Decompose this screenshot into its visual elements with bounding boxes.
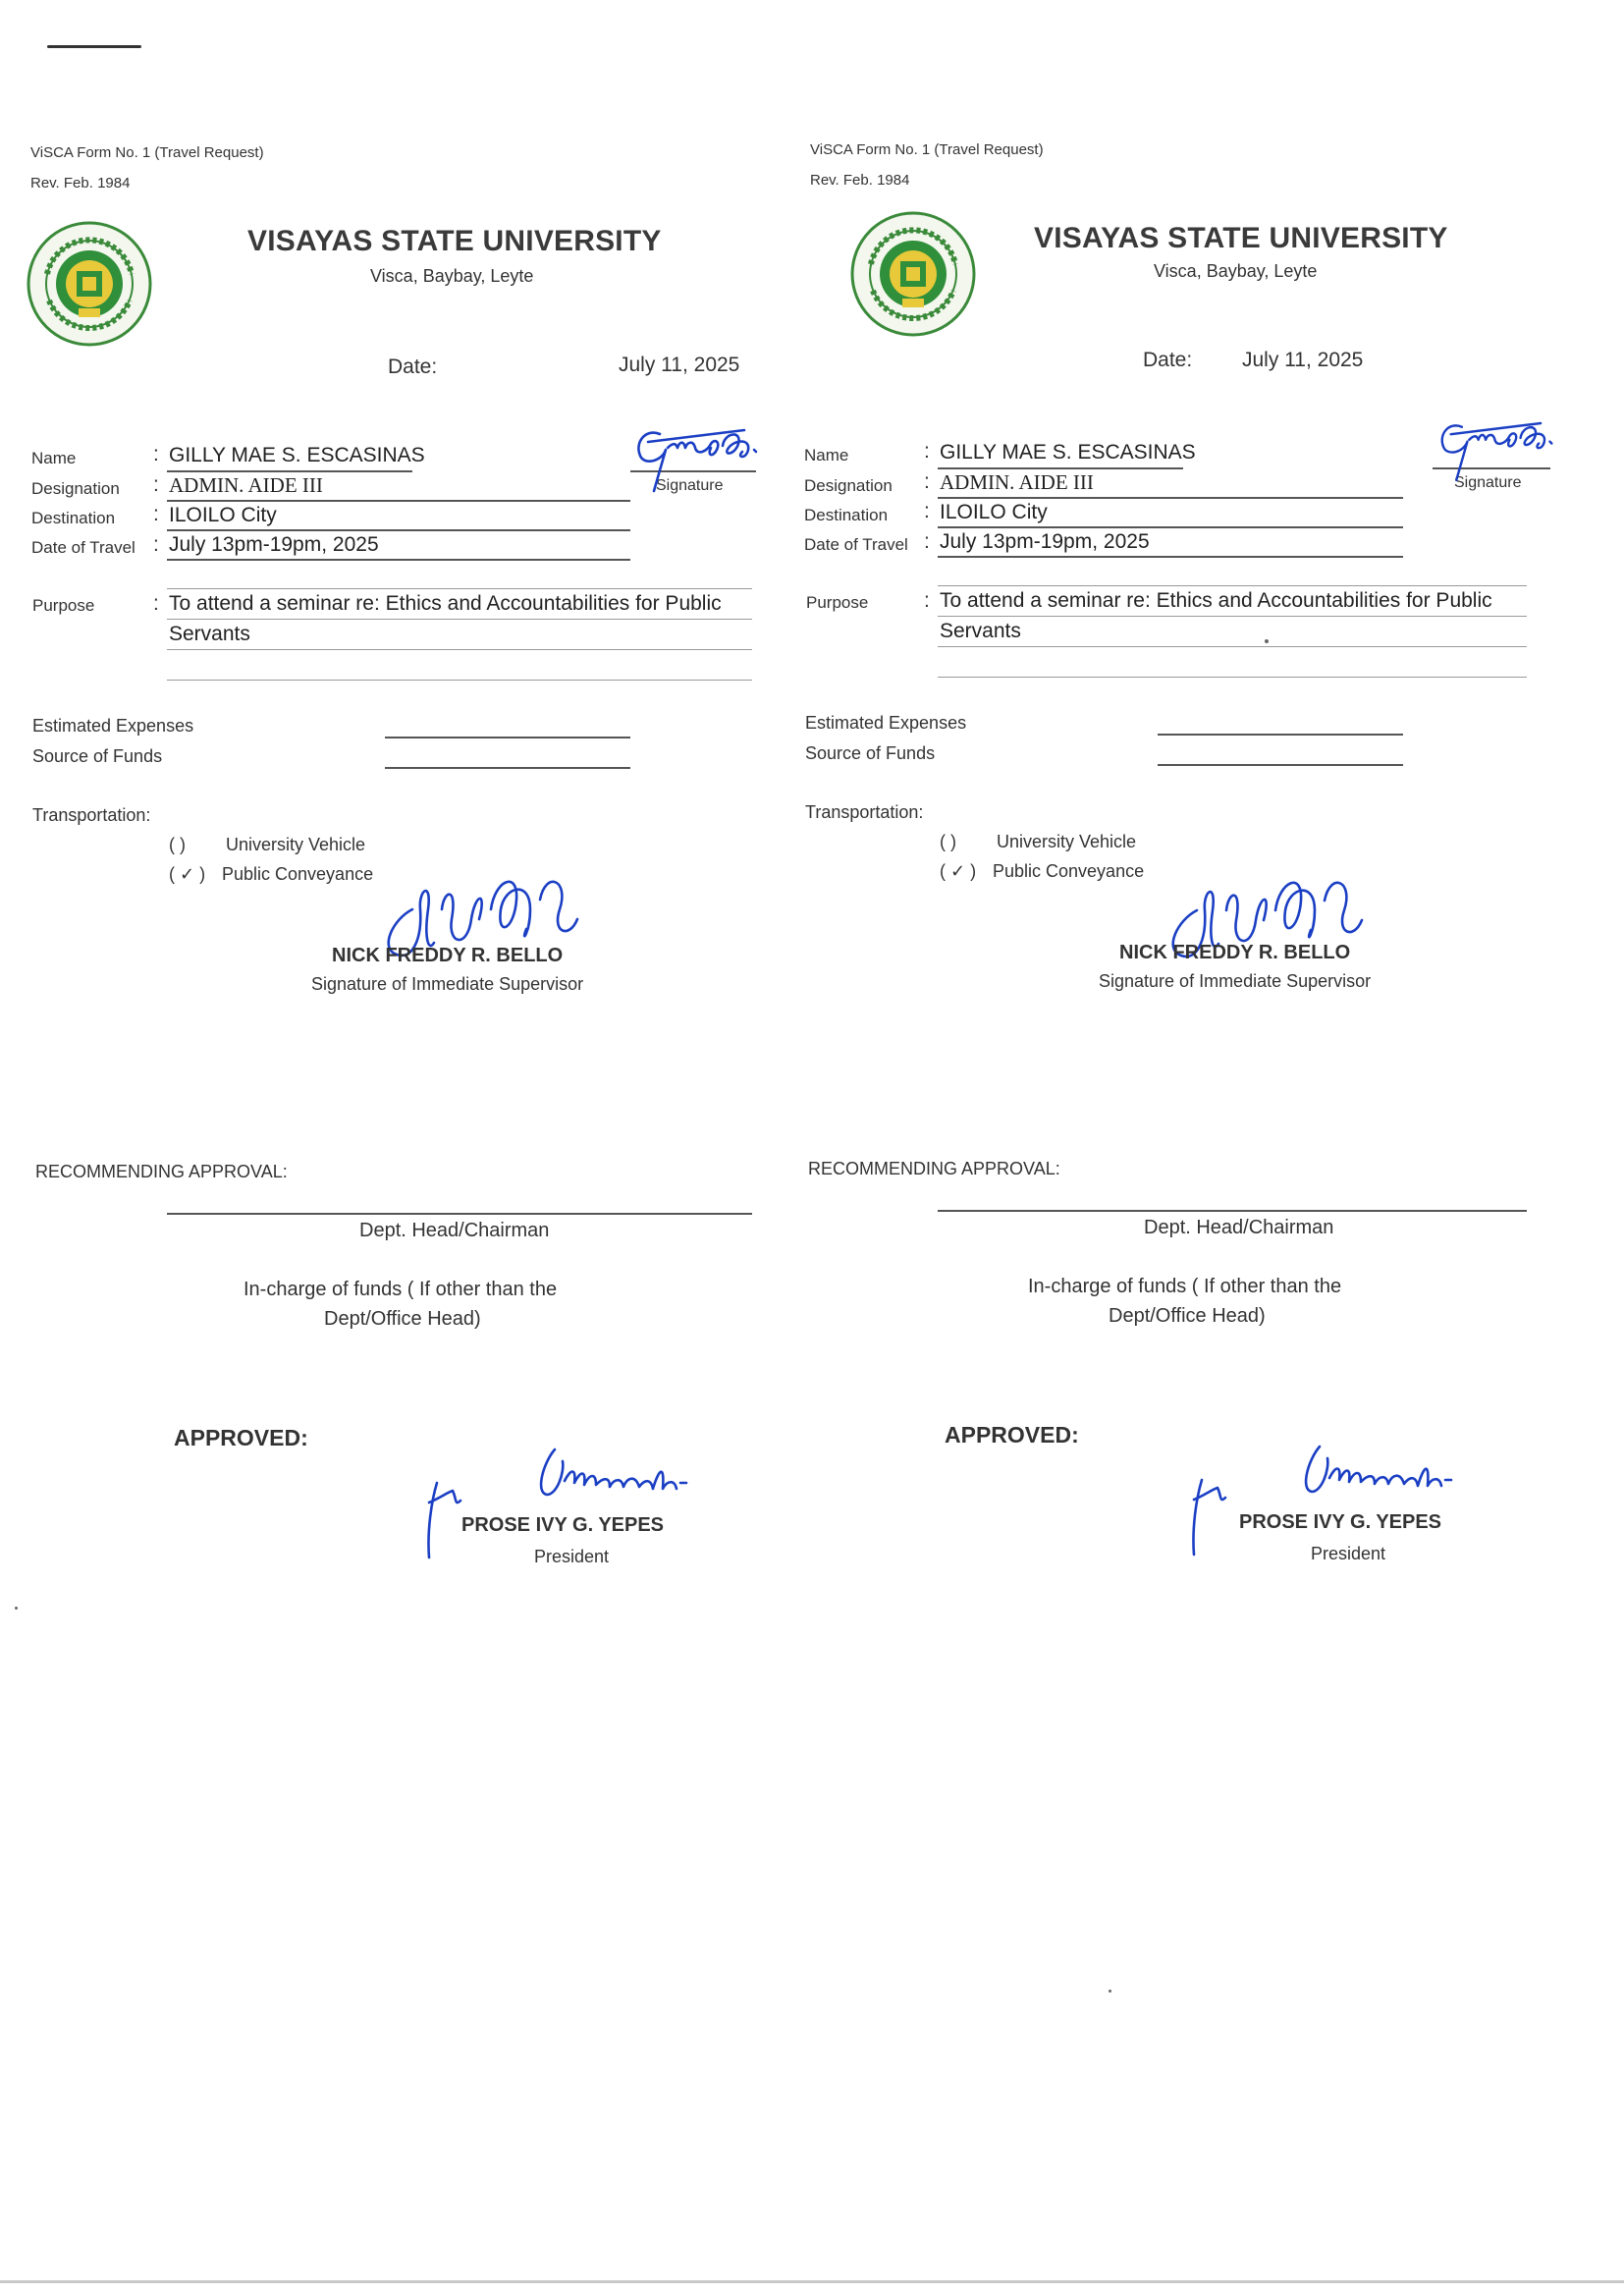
destination-underline [167,529,630,531]
university-name: VISAYAS STATE UNIVERSITY [247,225,662,257]
president-name: PROSE IVY G. YEPES [1239,1511,1442,1533]
page-bottom-edge [0,2280,1624,2283]
source-of-funds-underline [1158,764,1403,766]
purpose-line-1: To attend a seminar re: Ethics and Accountabilities for Public [940,589,1492,612]
transport-label-university: University Vehicle [997,832,1137,851]
transportation-label: Transportation: [32,805,151,825]
transport-label-public: Public Conveyance [222,864,374,884]
purpose-line-1-underline [938,616,1527,617]
in-charge-line-1: In-charge of funds ( If other than the [1028,1276,1342,1297]
university-name: VISAYAS STATE UNIVERSITY [1034,222,1448,254]
travel-date-label: Date of Travel [31,538,135,557]
travel-date-label: Date of Travel [804,535,908,554]
estimated-expenses-label: Estimated Expenses [805,713,967,733]
university-seal-icon [26,220,153,348]
designation-colon: : [924,470,930,493]
president-name: PROSE IVY G. YEPES [461,1514,665,1536]
destination-value: ILOILO City [940,501,1048,523]
estimated-expenses-underline [385,737,630,738]
president-signature-icon [1182,1431,1487,1558]
transport-mark-public: ( ✓ ) [940,861,977,881]
purpose-top-rule [167,588,752,589]
designation-colon: : [153,473,159,496]
estimated-expenses-label: Estimated Expenses [32,716,194,736]
destination-underline [938,526,1403,528]
dept-head-signature-line [938,1210,1527,1212]
applicant-signature-icon [628,420,776,499]
travel-date-value: July 13pm-19pm, 2025 [169,533,379,556]
name-underline [938,467,1183,469]
transport-label-university: University Vehicle [226,835,366,854]
supervisor-caption: Signature of Immediate Supervisor [1099,971,1372,991]
university-address: Visca, Baybay, Leyte [1154,261,1318,281]
travel-date-colon: : [924,530,930,553]
applicant-signature-icon [1433,411,1570,490]
scan-speck [1265,639,1269,643]
university-address: Visca, Baybay, Leyte [370,266,534,286]
travel-date-underline [167,559,630,561]
destination-value: ILOILO City [169,504,277,526]
supervisor-name: NICK FREDDY R. BELLO [332,945,564,966]
name-value: GILLY MAE S. ESCASINAS [940,441,1196,464]
recommending-approval-label: RECOMMENDING APPROVAL: [808,1159,1060,1178]
supervisor-name: NICK FREDDY R. BELLO [1119,942,1351,963]
purpose-line-2-underline [167,649,752,650]
dept-head-signature-line [167,1213,752,1215]
form-revision: Rev. Feb. 1984 [810,172,910,189]
president-signature-icon [417,1434,722,1561]
dept-head-caption: Dept. Head/Chairman [1144,1217,1334,1238]
purpose-label: Purpose [32,596,95,615]
purpose-line-3-underline [167,680,752,681]
travel-request-form-left [0,0,785,1669]
name-colon: : [153,443,159,465]
supervisor-caption: Signature of Immediate Supervisor [311,974,584,994]
name-colon: : [924,440,930,463]
form-number: ViSCA Form No. 1 (Travel Request) [810,141,1044,158]
transport-mark-public: ( ✓ ) [169,864,206,884]
transportation-label: Transportation: [805,802,924,822]
travel-date-value: July 13pm-19pm, 2025 [940,530,1150,553]
form-number: ViSCA Form No. 1 (Travel Request) [30,144,264,161]
date-value: July 11, 2025 [619,354,740,376]
in-charge-line-2: Dept/Office Head) [1109,1305,1266,1327]
purpose-line-2: Servants [169,623,250,645]
in-charge-line-1: In-charge of funds ( If other than the [244,1279,558,1300]
purpose-top-rule [938,585,1527,586]
travel-date-underline [938,556,1403,558]
date-label: Date: [1143,349,1193,371]
designation-label: Designation [804,476,893,495]
purpose-line-2-underline [938,646,1527,647]
date-label: Date: [388,355,438,378]
form-revision: Rev. Feb. 1984 [30,175,131,191]
name-underline [167,470,412,472]
president-caption: President [534,1547,610,1566]
approved-label: APPROVED: [174,1425,308,1450]
designation-label: Designation [31,479,120,498]
signature-label: Signature [656,477,724,494]
dept-head-caption: Dept. Head/Chairman [359,1220,550,1241]
transport-label-public: Public Conveyance [993,861,1145,881]
name-label: Name [31,449,77,467]
transport-mark-university: ( ) [940,832,956,851]
date-value: July 11, 2025 [1242,349,1364,371]
designation-underline [167,500,630,502]
destination-label: Destination [31,509,116,527]
university-seal-icon [849,210,977,338]
purpose-colon: : [153,592,159,615]
source-of-funds-underline [385,767,630,769]
purpose-line-2: Servants [940,620,1021,642]
travel-request-form-right [775,0,1560,1667]
designation-value: ADMIN. AIDE III [169,473,323,497]
purpose-line-1: To attend a seminar re: Ethics and Accountabilities for Public [169,592,722,615]
designation-value: ADMIN. AIDE III [940,470,1094,494]
signature-label: Signature [1454,474,1522,491]
in-charge-line-2: Dept/Office Head) [324,1308,481,1330]
name-label: Name [804,446,849,465]
source-of-funds-label: Source of Funds [32,746,163,766]
estimated-expenses-underline [1158,734,1403,736]
purpose-label: Purpose [806,593,869,612]
destination-label: Destination [804,506,889,524]
purpose-line-3-underline [938,677,1527,678]
approved-label: APPROVED: [945,1422,1079,1448]
destination-colon: : [924,500,930,522]
transport-mark-university: ( ) [169,835,186,854]
designation-underline [938,497,1403,499]
recommending-approval-label: RECOMMENDING APPROVAL: [35,1162,288,1181]
name-value: GILLY MAE S. ESCASINAS [169,444,425,466]
destination-colon: : [153,503,159,525]
scan-speck [1109,1990,1111,1993]
purpose-line-1-underline [167,619,752,620]
source-of-funds-label: Source of Funds [805,743,936,763]
scan-speck [15,1607,18,1610]
travel-date-colon: : [153,533,159,556]
purpose-colon: : [924,589,930,612]
president-caption: President [1311,1544,1386,1563]
